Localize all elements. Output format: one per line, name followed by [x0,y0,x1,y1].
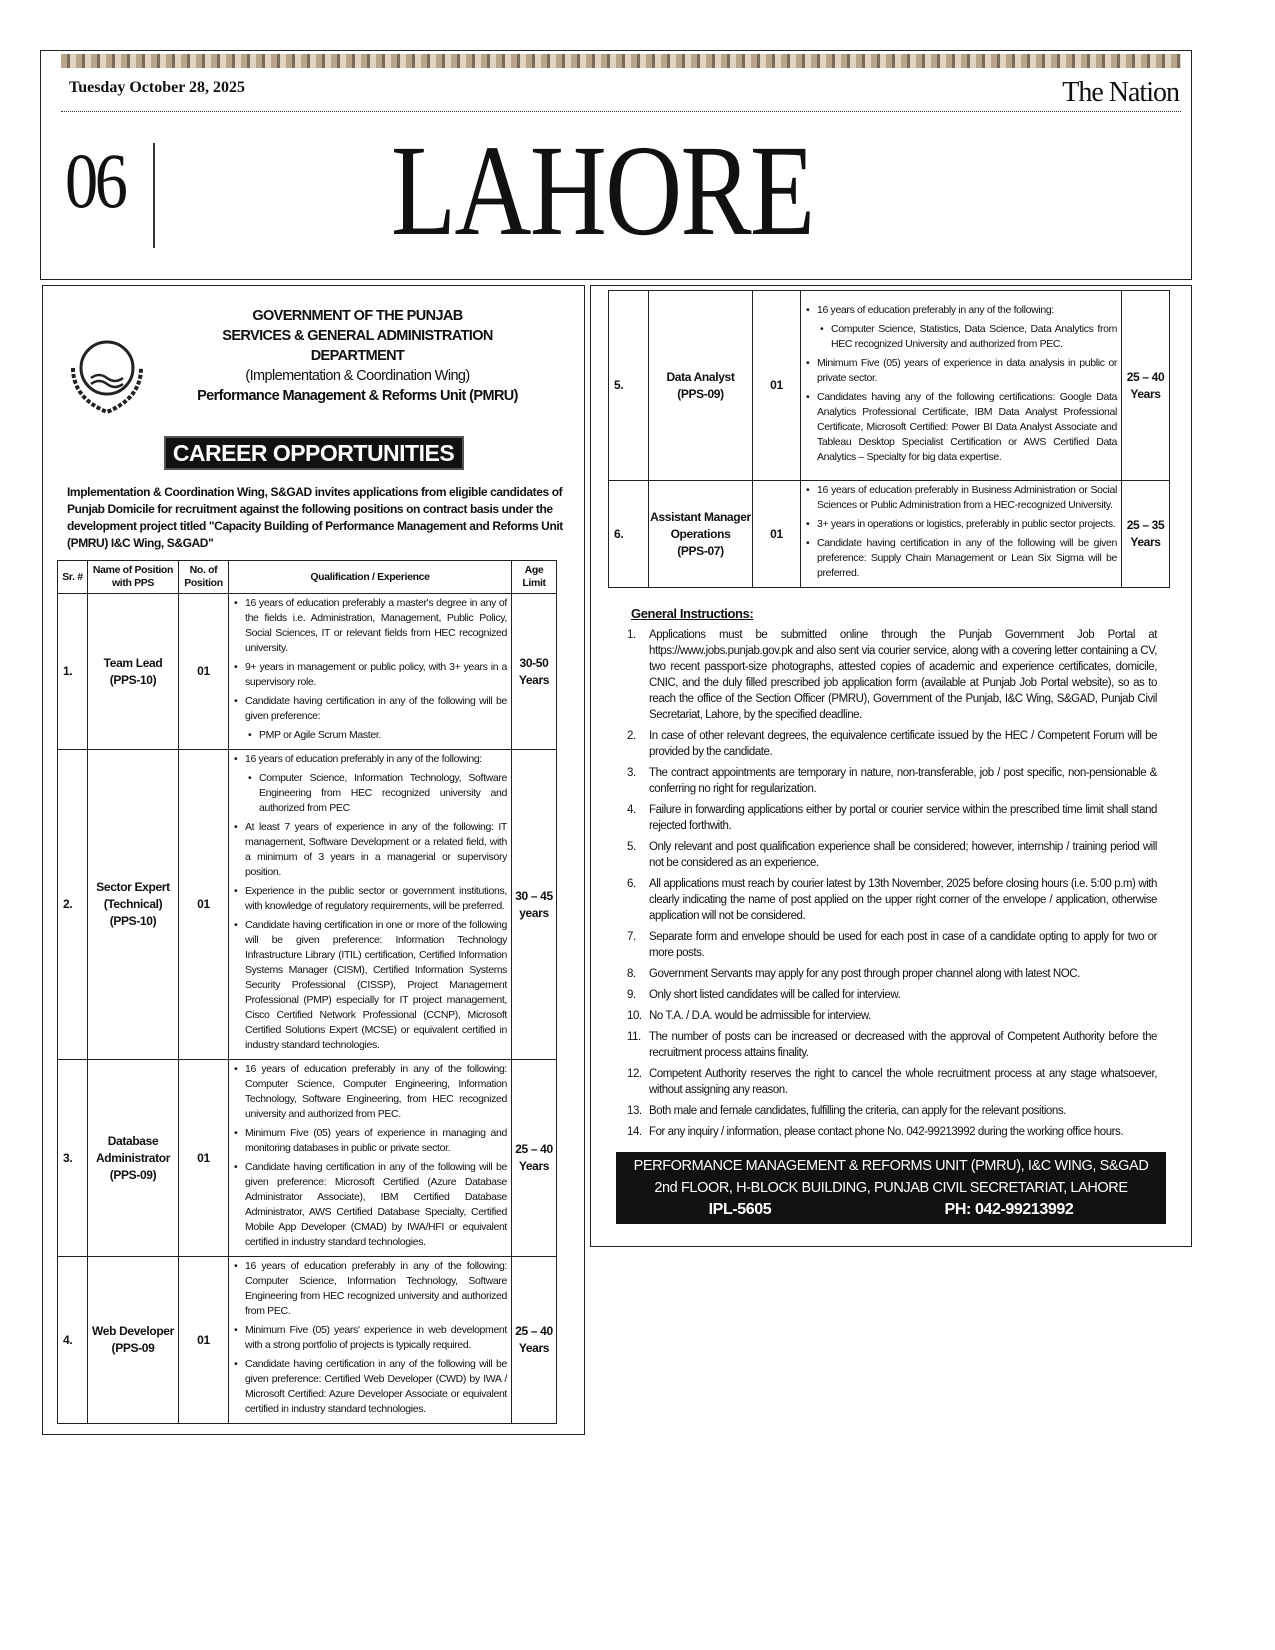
newspaper-name: The Nation [1062,77,1179,108]
position-name [88,1060,179,1257]
instructions-title: General Instructions: [631,606,754,621]
instruction-number: 2. [627,730,636,742]
divider [153,143,155,248]
punjab-emblem-logo [65,328,149,418]
position-title: Assistant Manager Operations [650,509,751,541]
instruction-item [627,839,1157,871]
qualification-cell [229,1060,512,1257]
column-header: Name of Position with PPS [88,561,179,594]
instruction-item [627,1008,1157,1024]
position-title: Team Lead [103,655,163,670]
page-number: 06 [65,137,125,224]
intro-paragraph: Implementation & Coordination Wing, S&GAD invites applications from eligible candidates of Punjab Domicile for recruitment against the following positions on contract basis under the development project titled "Capacity Building of Performance Management and Reforms Unit (PMRU) I&C Wing, S&GAD" [67,485,563,550]
qualification-item: • At least 7 years of experience in any of the following: IT management, Software Development or a related field, with a minimum of 3 years in a managerial or supervisory position. [233,820,507,880]
pps-grade: (PPS-09) [109,1167,157,1182]
age-limit: 25 – 40 Years [1122,291,1170,481]
heading-line: Performance Management & Reforms Unit (PMRU) [197,388,518,404]
instruction-number: 14. [627,1126,642,1138]
pps-grade: (PPS-07) [677,543,724,558]
position-title: Data Analyst [666,369,735,384]
qualification-item: • 16 years of education preferably in Business Administration or Social Sciences or Public Administration from a HEC-recognized University. [805,483,1117,513]
instruction-item [627,728,1157,760]
position-title: Database Administrator [95,1133,171,1165]
position-count: 01 [179,1060,229,1257]
footer-address: 2nd FLOOR, H-BLOCK BUILDING, PUNJAB CIVIL SECRETARIAT, LAHORE [654,1180,1128,1196]
qualification-cell [229,1257,512,1424]
instruction-text: Competent Authority reserves the right to cancel the whole recruitment process at any stage whatsoever, without assigning any reason. [649,1068,1157,1096]
position-count: 01 [179,750,229,1060]
position-count: 01 [753,291,801,481]
instruction-text: The number of posts can be increased or decreased with the approval of Competent Authority before the recruitment process attains finality. [649,1031,1157,1059]
table-row [58,1257,557,1424]
instruction-item [627,876,1157,924]
instruction-number: 10. [627,1010,642,1022]
qualification-item: • 3+ years in operations or logistics, preferably in public sector projects. [805,517,1117,532]
qualification-item: • PMP or Agile Scrum Master. [233,728,507,743]
instruction-text: Only short listed candidates will be called for interview. [649,989,901,1001]
serial-number: 5. [609,291,649,481]
qualification-item: • 16 years of education preferably in any of the following: [233,752,507,767]
ad-heading-block [57,306,570,426]
footer-phone: PH: 042-99213992 [944,1201,1074,1218]
instruction-number: 3. [627,767,636,779]
qualification-item: • Experience in the public sector or government institutions, with knowledge of regulatory requirements, will be preferred. [233,884,507,914]
serial-number: 1. [58,594,88,750]
qualification-item: • 16 years of education preferably a master's degree in any of the fields i.e. Administration, Management, Public Policy, Social Sciences, IT or relevant fields from HEC recognized university. [233,596,507,656]
instruction-text: Failure in forwarding applications either by portal or courier service within the prescribed time limit shall stand rejected forthwith. [649,804,1157,832]
qualification-item: • 16 years of education preferably in any of the following: Computer Science, Computer Engineering, Information Technology, Software Engineering, from HEC recognized university and authorized from PEC. [233,1062,507,1122]
instruction-number: 6. [627,878,636,890]
qualification-item: • Minimum Five (05) years of experience in managing and monitoring databases in public or private sector. [233,1126,507,1156]
qualification-list [233,596,507,743]
pps-grade: (PPS-09) [677,386,724,401]
qualification-item: • Candidates having any of the following certifications: Google Data Analytics Professional Certificate, IBM Data Analyst Professional Certificate, Microsoft Certified: Power BI Data Analyst Associate and Tableau Desktop Specialist Certification or AWS Certified Data Analytics – Specialty for big data expertise. [805,390,1117,465]
age-limit: 25 – 40 Years [512,1060,557,1257]
position-count: 01 [179,594,229,750]
contact-footer [616,1152,1166,1224]
pps-grade: (PPS-10) [109,672,157,687]
instruction-number: 5. [627,841,636,853]
position-title: Web Developer [92,1324,174,1338]
instruction-number: 1. [627,629,636,641]
advertisement-right-panel [590,285,1192,1247]
instruction-number: 9. [627,989,636,1001]
qualification-item: • Minimum Five (05) years' experience in web development with a strong portfolio of projects is typically required. [233,1323,507,1353]
positions-table-continued [608,290,1170,588]
qualification-item: • 16 years of education preferably in any of the following: [805,303,1117,318]
heading-line: DEPARTMENT [310,348,405,364]
instruction-number: 7. [627,931,636,943]
serial-number: 3. [58,1060,88,1257]
serial-number: 6. [609,481,649,588]
qualification-item: • Computer Science, Statistics, Data Science, Data Analytics from HEC recognized University and authorized from PEC. [805,322,1117,352]
column-header: No. of Position [179,561,229,594]
position-name [88,1257,179,1424]
column-header: Qualification / Experience [229,561,512,594]
qualification-list [805,303,1117,465]
qualification-cell [801,481,1122,588]
age-limit: 25 – 35 Years [1122,481,1170,588]
instruction-number: 13. [627,1105,642,1117]
instruction-item [627,1029,1157,1061]
pps-grade: (PPS-10) [109,914,157,928]
instruction-item [627,627,1157,723]
qualification-cell [229,594,512,750]
position-name [649,481,753,588]
age-limit: 25 – 40 Years [512,1257,557,1424]
instruction-item [627,1124,1157,1140]
position-title: Sector Expert (Technical) [96,880,170,911]
qualification-item: • Candidate having certification in any of the following will be given preference: Supply Chain Management or Lean Six Sigma will be preferred. [805,536,1117,581]
table-row [58,594,557,750]
masthead-strip [61,54,1181,68]
qualification-item: • Candidate having certification in any of the following will be given preference: Certified Web Developer (CWD) by IWA / Microsoft Certified: Azure Developer Associate or equivalent certified in industry standard technologies. [233,1357,507,1417]
instructions-list [627,627,1157,1140]
positions-table [57,560,557,1424]
instruction-text: For any inquiry / information, please contact phone No. 042-99213992 during the working office hours. [649,1126,1124,1138]
instruction-item [627,802,1157,834]
pps-grade: (PPS-09 [111,1341,155,1355]
column-header: Age Limit [512,561,557,594]
qualification-item: • Candidate having certification in one or more of the following will be given preference: Information Technology Infrastructure Library (ITIL) certification, Certified Information Systems Manager (CISM), Certified Information Systems Security Professional (CISSP), Project Management Professional (PMP) especially for IT project management, Cisco Certified Network Professional (CCNP), Microsoft Certified Solutions Expert (MCSE) or equivalent certified in industry standard technologies. [233,918,507,1053]
instruction-text: Both male and female candidates, fulfilling the criteria, can apply for the relevant positions. [649,1105,1066,1117]
age-limit: 30 – 45 years [512,750,557,1060]
ipl-number: IPL-5605 [708,1201,772,1218]
table-row [58,1060,557,1257]
qualification-list [233,752,507,1053]
section-title: LAHORE [391,119,814,263]
serial-number: 4. [58,1257,88,1424]
qualification-list [233,1259,507,1417]
instruction-text: Only relevant and post qualification experience shall be considered; however, internship / training period will not be considered as an experience. [649,841,1157,869]
position-name [88,594,179,750]
qualification-item: • Minimum Five (05) years of experience in data analysis in public or private sector. [805,356,1117,386]
position-count: 01 [179,1257,229,1424]
instruction-text: Government Servants may apply for any post through proper channel along with latest NOC. [649,968,1080,980]
instruction-text: All applications must reach by courier latest by 13th November, 2025 before closing hours (i.e. 5:00 p.m) with clearly indicating the name of post applied on the upper right corner of the envelope / application, otherwise application will not be considered. [649,878,1157,922]
instruction-item [627,929,1157,961]
instruction-number: 8. [627,968,636,980]
column-header: Sr. # [58,561,88,594]
newspaper-masthead [40,50,1192,280]
qualification-item: • 16 years of education preferably in any of the following: Computer Science, Information Technology, Software Engineering from HEC recognized university and authorized from PEC. [233,1259,507,1319]
instruction-text: In case of other relevant degrees, the equivalence certificate issued by the HEC / Competent Forum will be provided by the candidate. [649,730,1157,758]
table-row [609,291,1170,481]
qualification-cell [229,750,512,1060]
heading-line: GOVERNMENT OF THE PUNJAB [252,308,463,324]
advertisement-left-panel [42,285,585,1435]
heading-line: SERVICES & GENERAL ADMINISTRATION [222,328,493,344]
instruction-item [627,1103,1157,1119]
qualification-item: • Candidate having certification in any of the following will be given preference: Microsoft Certified (Azure Database Administrator Associate), IBM Certified Database Administrator, AWS Certified Database Specialty, Certified Mobile App Developer (CMAD) by IWA/HFI or equivalent certified in industry standard technologies. [233,1160,507,1250]
table-row [609,481,1170,588]
serial-number: 2. [58,750,88,1060]
age-limit: 30-50 Years [512,594,557,750]
table-row [58,750,557,1060]
footer-office: PERFORMANCE MANAGEMENT & REFORMS UNIT (PMRU), I&C WING, S&GAD [633,1158,1149,1174]
position-count: 01 [753,481,801,588]
position-name [649,291,753,481]
qualification-list [805,483,1117,581]
ad-title: CAREER OPPORTUNITIES [164,436,464,470]
instruction-text: Applications must be submitted online through the Punjab Government Job Portal at https://www.jobs.punjab.gov.pk and also sent via courier service, along with a covering letter containing a CV, two recent passport-size photographs, attested copies of academic and experience certificates, domicile, CNIC, and the duly filled prescribed job application form (available at Punjab Job Portal website), so as to reach the office of the Section Officer (PMRU), Government of the Punjab, I&C Wing, S&GAD, Punjab Civil Secretariat, Lahore, by the specified deadline. [649,629,1157,721]
instruction-text: The contract appointments are temporary in nature, non-transferable, job / post specific, non-pensionable & conferring no right for regularization. [649,767,1157,795]
instruction-number: 4. [627,804,636,816]
instruction-item [627,987,1157,1003]
instruction-number: 11. [627,1031,641,1043]
instruction-text: Separate form and envelope should be used for each post in case of a candidate opting to apply for two or more posts. [649,931,1157,959]
heading-line: (Implementation & Coordination Wing) [245,368,470,384]
qualification-list [233,1062,507,1250]
position-name [88,750,179,1060]
issue-date: Tuesday October 28, 2025 [69,79,246,96]
instruction-item [627,765,1157,797]
qualification-item: • Computer Science, Information Technology, Software Engineering from HEC recognized university and authorized from PEC [233,771,507,816]
divider [61,111,1181,112]
instruction-number: 12. [627,1068,642,1080]
qualification-cell [801,291,1122,481]
qualification-item: • Candidate having certification in any of the following will be given preference: [233,694,507,724]
instruction-item [627,1066,1157,1098]
qualification-item: • 9+ years in management or public policy, with 3+ years in a supervisory role. [233,660,507,690]
instruction-item [627,966,1157,982]
instruction-text: No T.A. / D.A. would be admissible for interview. [649,1010,871,1022]
